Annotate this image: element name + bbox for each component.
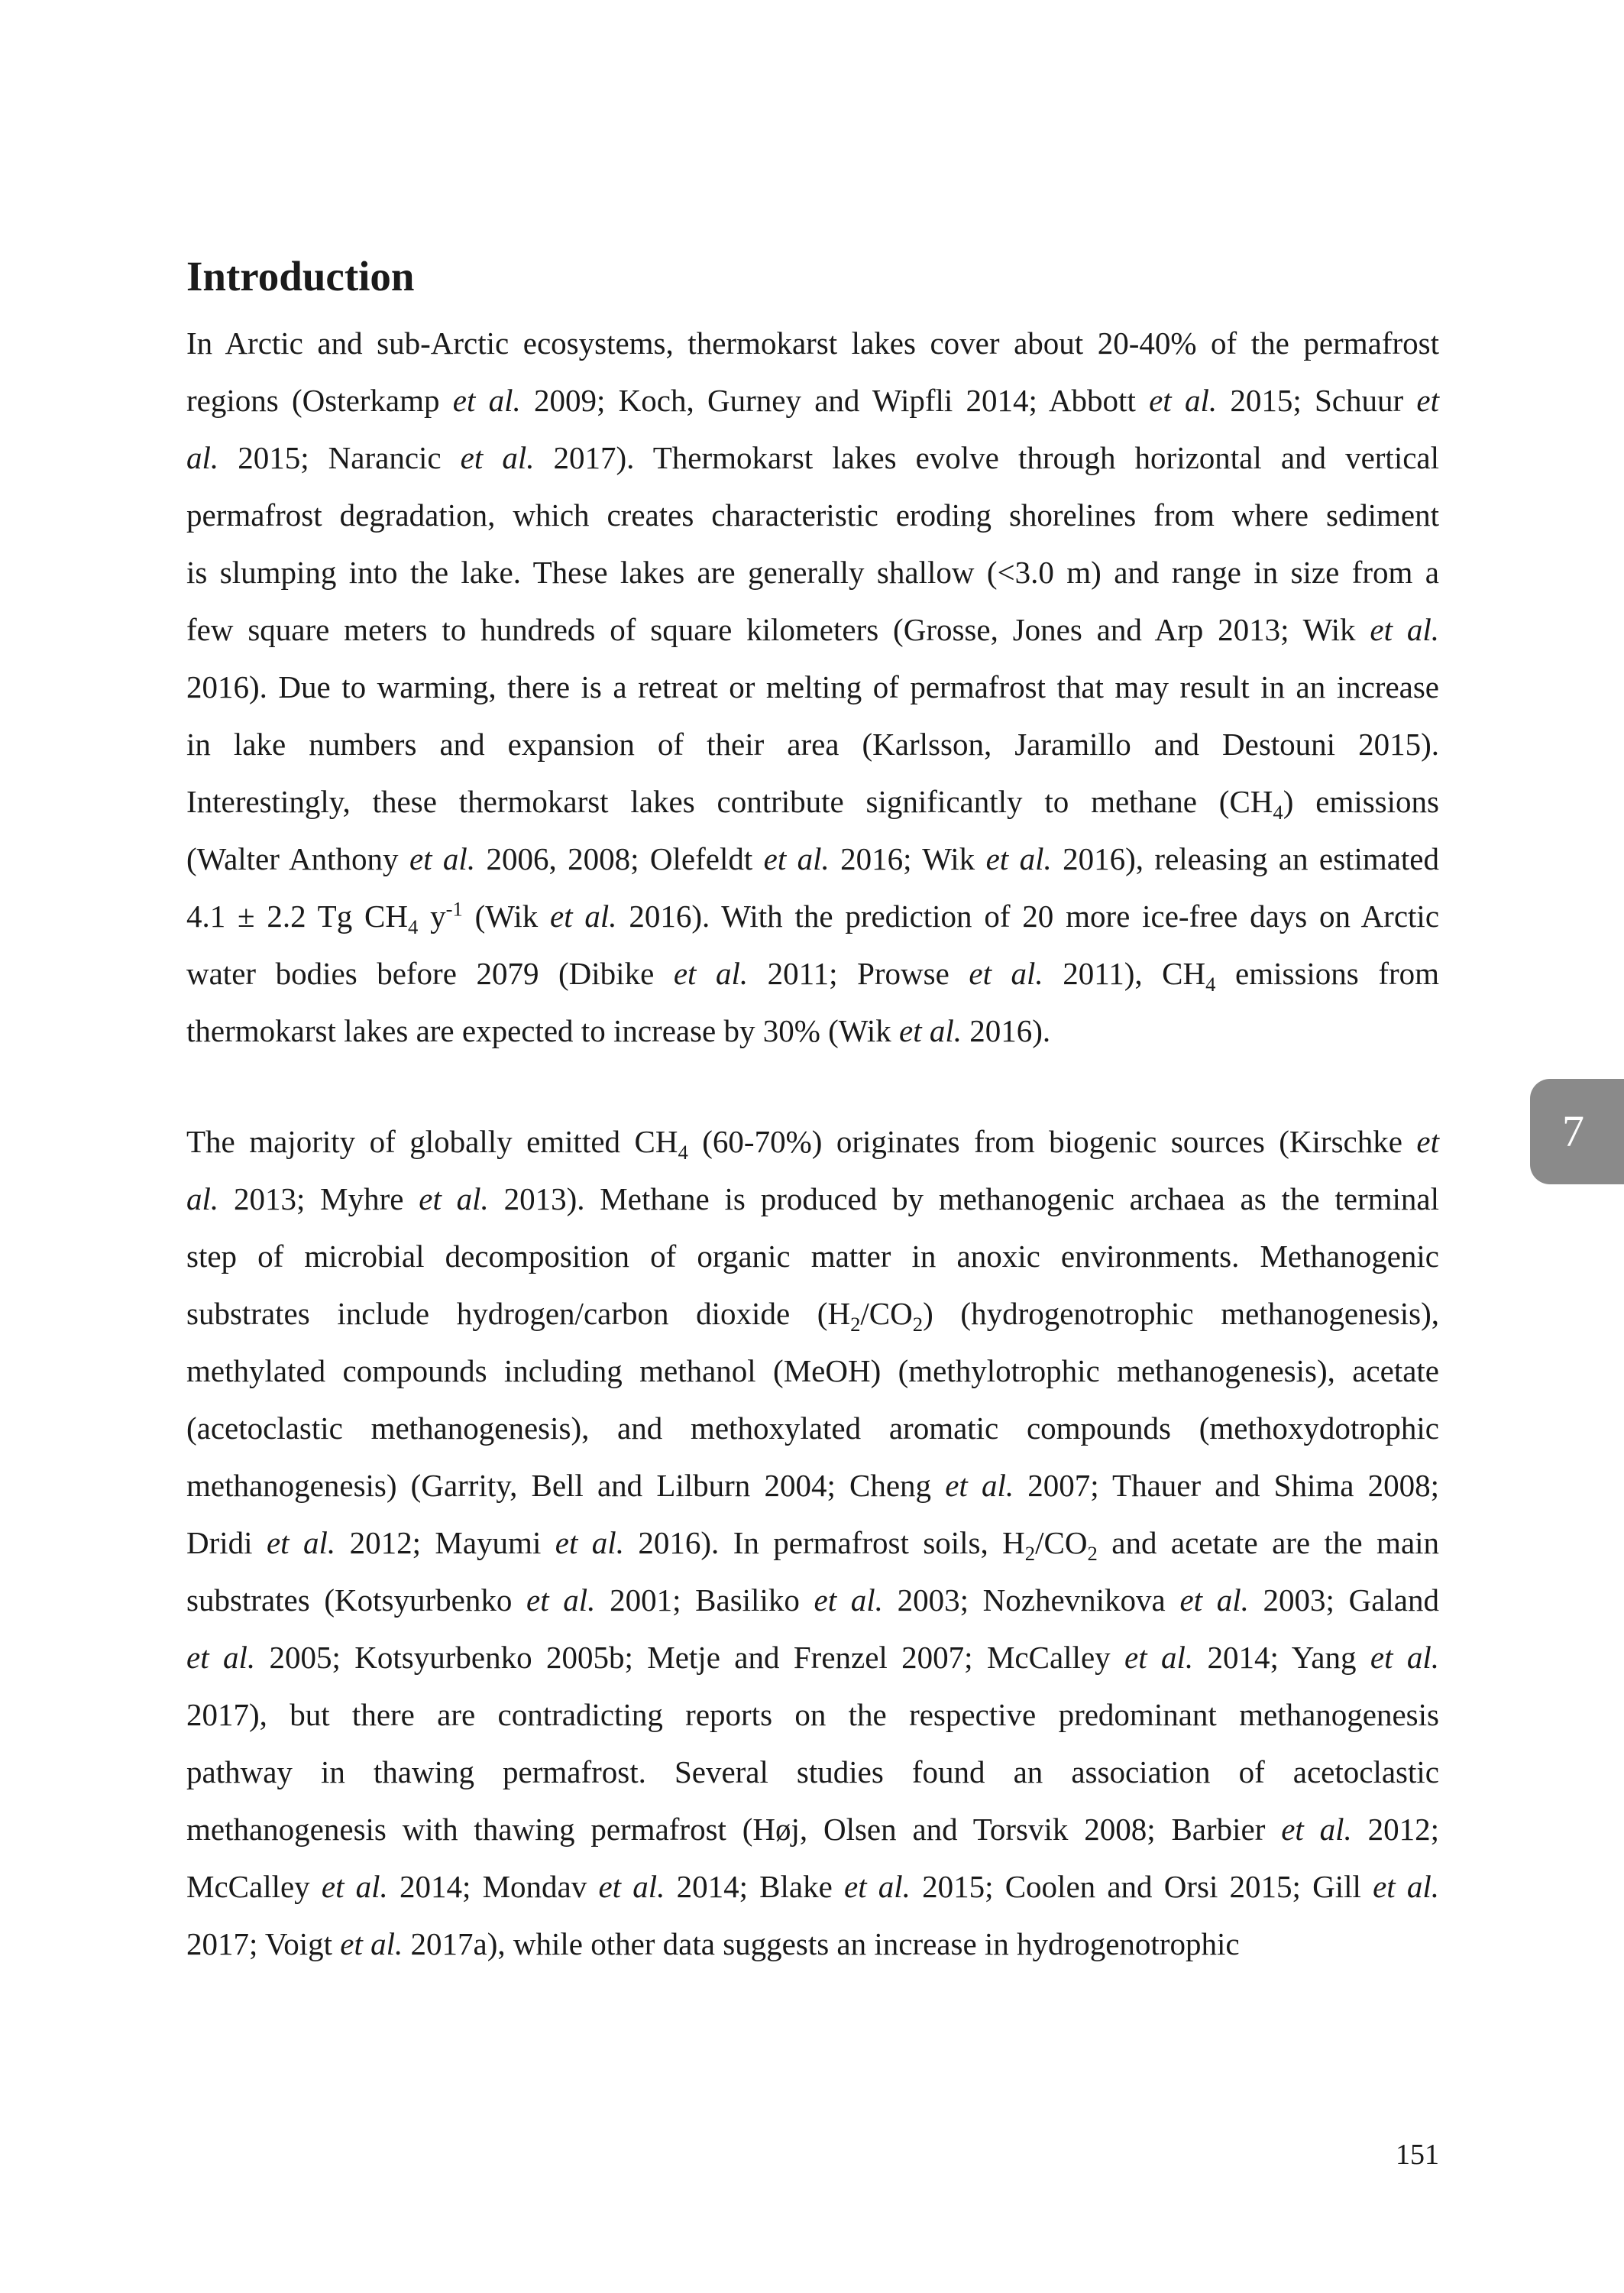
text-line: substrates include hydrogen/carbon dioxide $(H_2/CO_2)$ (hydrogenotrophic methanogenesis), <box>186 1296 1439 1336</box>
text-line: McCalley et al. 2014; Mondav et al. 2014; Blake et al. 2015; Coolen and Orsi 2015; Gill et al. <box>186 1869 1440 1904</box>
page-number: 151 <box>1396 2139 1439 2171</box>
paragraph-2 <box>186 1113 1439 1973</box>
text-line: in lake numbers and expansion of their area (Karlsson, Jaramillo and Destouni 2015). <box>186 727 1439 762</box>
text-line: substrates (Kotsyurbenko et al. 2001; Basiliko et al. 2003; Nozhevnikova et al. 2003; Galand <box>186 1582 1439 1618</box>
text-line: few square meters to hundreds of square kilometers (Grosse, Jones and Arp 2013; Wik et al. <box>186 612 1439 647</box>
text-line: 4.1 ± 2.2 Tg $CH_4$ $y^{-1}$ (Wik et al. 2016). With the prediction of 20 more ice-free days on Arctic <box>186 897 1440 939</box>
text-line: Interestingly, these thermokarst lakes contribute significantly to methane $(CH_4)$ emissions <box>186 784 1439 824</box>
text-line: Dridi et al. 2012; Mayumi et al. 2016). In permafrost soils, $H_2/CO_2$ and acetate are the main <box>186 1525 1440 1566</box>
text-line: 2017; Voigt et al. 2017a), while other data suggests an increase in hydrogenotrophic <box>186 1926 1240 1961</box>
text-line: In Arctic and sub-Arctic ecosystems, thermokarst lakes cover about 20-40% of the permafrost <box>186 325 1439 361</box>
section-heading: Introduction <box>186 253 415 300</box>
text-line: permafrost degradation, which creates characteristic eroding shorelines from where sediment <box>186 497 1439 533</box>
text-line: is slumping into the lake. These lakes are generally shallow (<3.0 m) and range in size from a <box>186 555 1439 590</box>
text-line: 2017), but there are contradicting reports on the respective predominant methanogenesis <box>186 1697 1439 1732</box>
text-line: al. 2013; Myhre et al. 2013). Methane is produced by methanogenic archaea as the terminal <box>186 1181 1439 1216</box>
text-line: step of microbial decomposition of organic matter in anoxic environments. Methanogenic <box>186 1239 1439 1274</box>
text-line: pathway in thawing permafrost. Several studies found an association of acetoclastic <box>186 1754 1439 1789</box>
text-line: methanogenesis) (Garrity, Bell and Lilburn 2004; Cheng et al. 2007; Thauer and Shima 2008; <box>186 1468 1439 1503</box>
paragraph-1 <box>186 315 1439 1060</box>
text-line: methanogenesis with thawing permafrost (Høj, Olsen and Torsvik 2008; Barbier et al. 2012; <box>186 1812 1439 1847</box>
text-line: 2016). Due to warming, there is a retreat or melting of permafrost that may result in an increase <box>186 669 1439 704</box>
text-line: (Walter Anthony et al. 2006, 2008; Olefeldt et al. 2016; Wik et al. 2016), releasing an estimated <box>186 841 1440 876</box>
text-line: methylated compounds including methanol (MeOH) (methylotrophic methanogenesis), acetate <box>186 1353 1439 1388</box>
chapter-tab: 7 <box>1530 1079 1624 1184</box>
text-line: The majority of globally emitted $CH_4$ (60-70%) originates from biogenic sources (Kirschke et <box>186 1124 1439 1164</box>
text-line: et al. 2005; Kotsyurbenko 2005b; Metje and Frenzel 2007; McCalley et al. 2014; Yang et al. <box>186 1640 1440 1675</box>
text-line: thermokarst lakes are expected to increase by 30% (Wik et al. 2016). <box>186 1013 1051 1048</box>
text-line: water bodies before 2079 (Dibike et al. 2011; Prowse et al. 2011), $CH_4$ emissions from <box>186 956 1440 996</box>
text-line: al. 2015; Narancic et al. 2017). Thermokarst lakes evolve through horizontal and vertical <box>186 440 1439 475</box>
text-line: regions (Osterkamp et al. 2009; Koch, Gurney and Wipfli 2014; Abbott et al. 2015; Schuur et <box>186 383 1440 418</box>
text-line: (acetoclastic methanogenesis), and methoxylated aromatic compounds (methoxydotrophic <box>186 1410 1439 1446</box>
